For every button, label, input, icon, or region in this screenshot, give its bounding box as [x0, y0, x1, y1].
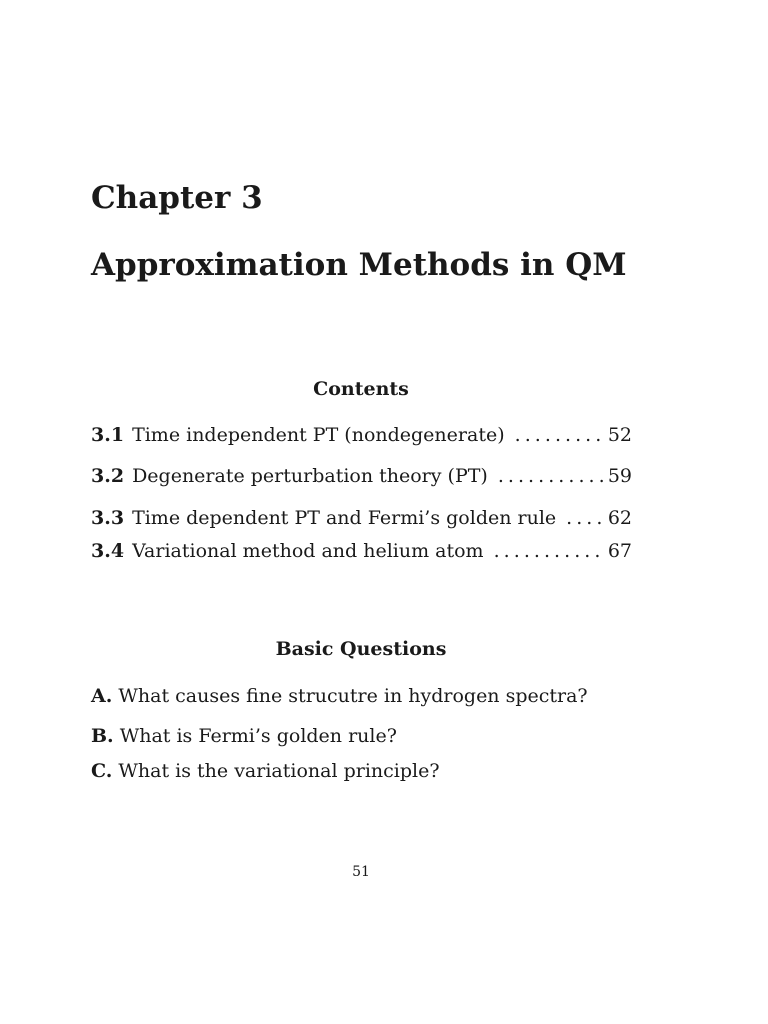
toc-entry-number: 3.1 [91, 424, 125, 446]
toc-entry-page: 62 [607, 507, 632, 529]
page-number: 51 [352, 864, 370, 880]
toc-dot-leader [566, 507, 606, 530]
question-text: What is the variational principle? [118, 760, 440, 782]
chapter-title: Approximation Methods in QM [91, 247, 627, 283]
toc-entry[interactable] [91, 540, 632, 563]
toc-entry-number: 3.3 [91, 507, 125, 529]
toc-entry-title: Time dependent PT and Fermi’s golden rule [132, 507, 557, 529]
toc-entry-title: Degenerate perturbation theory (PT) [132, 465, 488, 487]
basic-questions-heading: Basic Questions [275, 638, 447, 660]
toc-entry-page: 59 [607, 465, 632, 487]
chapter-number: Chapter 3 [91, 180, 263, 216]
toc-entry[interactable] [91, 507, 632, 530]
question-item [91, 725, 397, 748]
toc-entry-page: 52 [607, 424, 632, 446]
toc-entry[interactable] [91, 424, 632, 447]
question-item [91, 760, 440, 783]
toc-dot-leader [515, 424, 606, 447]
question-label: B. [91, 725, 114, 747]
toc-entry-number: 3.2 [91, 465, 125, 487]
toc-entry-title: Variational method and helium atom [132, 540, 484, 562]
question-text: What causes fine strucutre in hydrogen spectra? [118, 685, 588, 707]
toc-entry-title: Time independent PT (nondegenerate) [132, 424, 505, 446]
toc-dot-leader [494, 540, 606, 563]
toc-dot-leader [498, 465, 606, 488]
question-label: A. [91, 685, 113, 707]
contents-heading: Contents [313, 378, 409, 400]
question-item [91, 685, 588, 708]
question-label: C. [91, 760, 113, 782]
toc-entry-number: 3.4 [91, 540, 125, 562]
toc-entry[interactable] [91, 465, 632, 488]
toc-entry-page: 67 [607, 540, 632, 562]
question-text: What is Fermi’s golden rule? [119, 725, 397, 747]
